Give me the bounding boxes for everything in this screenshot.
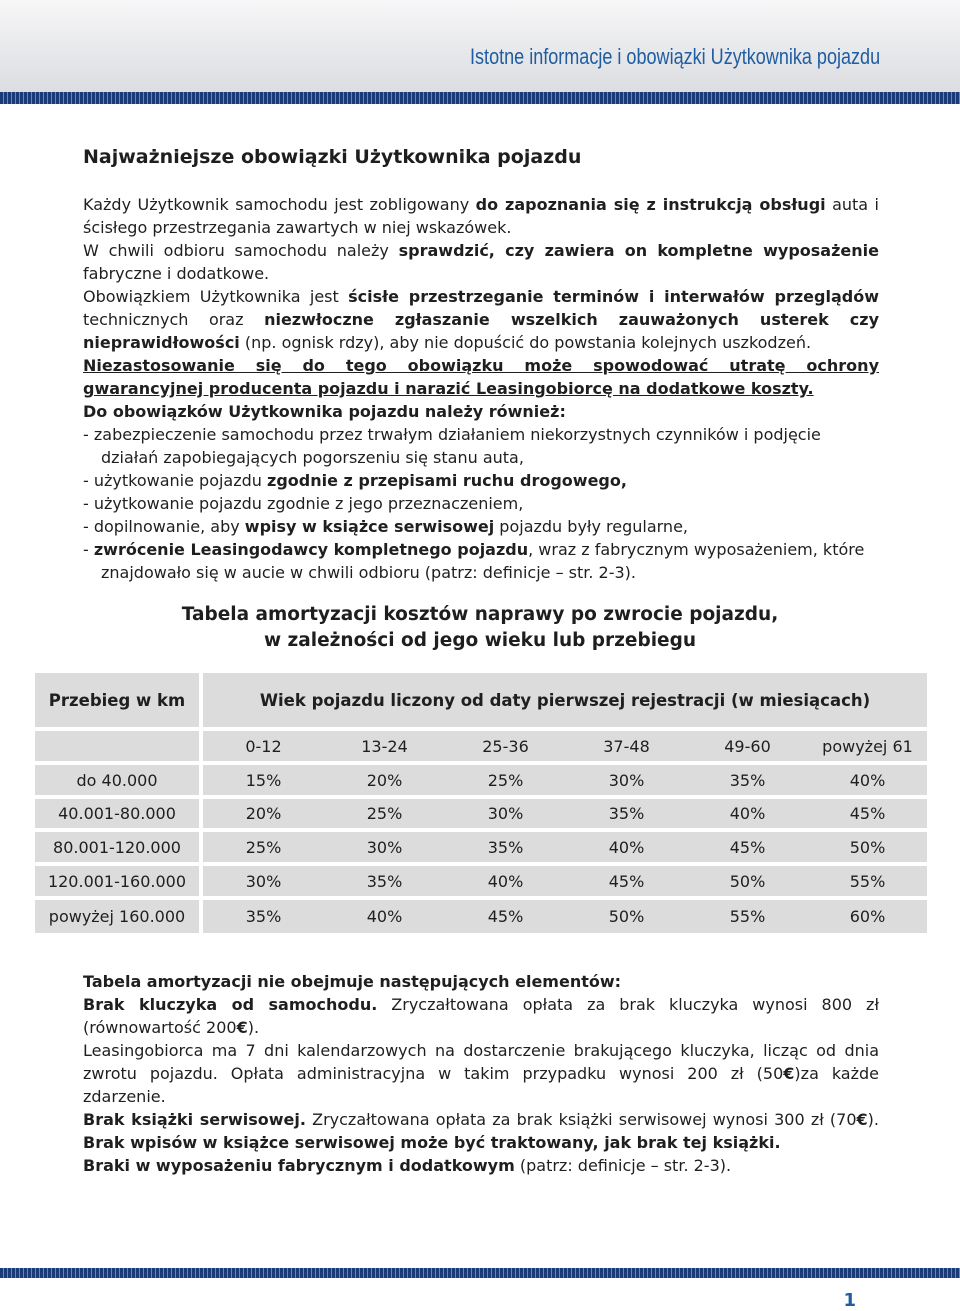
obligations-section [83,142,879,584]
text: ). [867,1110,879,1129]
age-range: 25-36 [445,731,566,761]
table-cell: 30% [445,799,566,828]
table-title-line: w zależności od jego wieku lub przebiegu [263,630,697,651]
text-bold: wpisy w książce serwisowej [244,517,495,536]
text-bold: Brak książki serwisowej. [83,1110,306,1129]
text-bold: Do obowiązków Użytkownika pojazdu należy również: [83,402,566,421]
euro-sign: € [856,1110,868,1129]
note-key-return [83,1039,879,1108]
paragraph-duties-intro [83,400,879,423]
text: (patrz: definicje – str. 2-3). [514,1156,732,1175]
table-cell: 40% [687,799,808,828]
note-equipment [83,1154,879,1177]
table-cell: 25% [445,765,566,795]
text-bold: Brak kluczyka od samochodu. [83,995,378,1014]
age-range: powyżej 61 [808,731,927,761]
text: fabryczne i dodatkowe. [83,264,270,283]
text: technicznych oraz [83,310,265,329]
text: - użytkowanie pojazdu [83,471,268,490]
euro-sign: € [236,1018,248,1037]
text: - [83,540,94,559]
list-item: - użytkowanie pojazdu zgodnie z jego przeznaczeniem, [83,494,524,513]
table-cell: 40% [324,900,445,933]
text: (np. ognisk rdzy), aby nie dopuścić do powstania kolejnych uszkodzeń. [239,333,812,352]
text: - dopilnowanie, aby [83,517,245,536]
list-item [83,469,879,492]
text-bold: do zapoznania się z instrukcją obsługi [475,195,826,214]
km-label: 80.001-120.000 [35,832,199,862]
table-cell: 35% [445,832,566,862]
table-cell: 20% [324,765,445,795]
age-range: 37-48 [566,731,687,761]
table-cell: 45% [445,900,566,933]
km-label: 40.001-80.000 [35,799,199,828]
age-range: 13-24 [324,731,445,761]
km-label: do 40.000 [35,765,199,795]
table-cell: 25% [324,799,445,828]
exclusions-heading [83,970,879,993]
table-cell: 35% [203,900,324,933]
table-cell: 55% [808,866,927,896]
table-cell: 45% [566,866,687,896]
text-bold: zgodnie z przepisami ruchu drogowego, [267,471,627,490]
page-header [0,0,960,92]
text: , wraz z fabrycznym wyposażeniem, które znajdowało się w aucie w chwili odbioru (patrz: definicje – str. 2-3). [101,540,865,582]
text-bold: sprawdzić, czy zawiera on kompletne wyposażenie [398,241,879,260]
table-cell: 60% [808,900,927,933]
table-cell: 50% [566,900,687,933]
euro-sign: € [783,1064,795,1083]
text: W chwili odbioru samochodu należy [83,241,399,260]
text: auta i ścisłego przestrzegania zawartych w niej wskazówek. [83,195,880,237]
page-number: 1 [843,1290,856,1311]
warning-text: Niezastosowanie się do tego obowiązku może spowodować utratę ochrony gwarancyjnej producenta pojazdu i narazić Leasingobiorcę na dodatkowe koszty. [83,356,879,398]
age-range: 49-60 [687,731,808,761]
text: )za każde zdarzenie. [83,1064,880,1106]
note-service-book [83,1108,879,1154]
text: Każdy Użytkownik samochodu jest zobligowany [83,195,476,214]
km-label: powyżej 160.000 [35,900,199,933]
text: Leasingobiorca ma 7 dni kalendarzowych na dostarczenie brakującego kluczyka, licząc od dnia zwrotu pojazdu. Opłata administracyjna w takim przypadku wynosi 200 zł (50 [83,1041,879,1083]
header-km: Przebieg w km [35,673,199,727]
paragraph-warning [83,354,879,400]
paragraph-equipment [83,239,879,285]
paragraph-inspections [83,285,879,354]
table-cell: 35% [687,765,808,795]
table-title-line: Tabela amortyzacji kosztów naprawy po zwrocie pojazdu, [181,604,779,625]
table-cell: 35% [566,799,687,828]
age-range: 0-12 [203,731,324,761]
text-bold: niezwłoczne zgłaszanie wszelkich zauważonych usterek czy nieprawidłowości [83,310,879,352]
section-heading: Najważniejsze obowiązki Użytkownika pojazdu [83,146,582,168]
list-item [83,538,879,584]
table-cell: 40% [445,866,566,896]
text: ). [247,1018,260,1037]
table-cell: 30% [324,832,445,862]
table-cell: 30% [566,765,687,795]
table-cell: 20% [203,799,324,828]
paragraph-instructions [83,193,879,239]
header-stripe [0,92,960,104]
text-bold: ścisłe przestrzeganie terminów i interwałów przeglądów [348,287,879,306]
note-key [83,993,879,1039]
text: Zryczałtowana opłata za brak książki serwisowej wynosi 300 zł (70 [305,1110,857,1129]
text-bold: zwrócenie Leasingodawcy kompletnego pojazdu [93,540,529,559]
table-cell: 40% [566,832,687,862]
table-cell: 55% [687,900,808,933]
table-cell: 30% [203,866,324,896]
text: Obowiązkiem Użytkownika jest [83,287,349,306]
footer-stripe [0,1268,960,1278]
table-cell: 15% [203,765,324,795]
list-item [83,515,879,538]
text-bold: Tabela amortyzacji nie obejmuje następujących elementów: [83,972,622,991]
text-bold: Braki w wyposażeniu fabrycznym i dodatkowym [83,1156,515,1175]
table-cell: 40% [808,765,927,795]
duties-list [83,423,879,584]
table-title [0,602,960,654]
header-title: Istotne informacje i obowiązki Użytkownika pojazdu [469,44,880,69]
table-cell: 45% [687,832,808,862]
km-label: 120.001-160.000 [35,866,199,896]
list-item: - zabezpieczenie samochodu przez trwałym działaniem niekorzystnych czynników i podjęcie działań zapobiegających pogorszeniu się stanu auta, [83,425,821,467]
text: pojazdu były regularne, [494,517,688,536]
text: Zryczałtowana opłata za brak kluczyka wynosi 800 zł (równowartość 200 [83,995,880,1037]
table-cell: 35% [324,866,445,896]
blank-cell [35,731,199,761]
table-cell: 50% [808,832,927,862]
table-cell: 45% [808,799,927,828]
text-bold: Brak wpisów w książce serwisowej może być traktowany, jak brak tej książki. [83,1133,781,1152]
table-cell: 25% [203,832,324,862]
table-cell: 50% [687,866,808,896]
header-age: Wiek pojazdu liczony od daty pierwszej rejestracji (w miesiącach) [203,673,927,727]
exclusions-section [83,970,879,1177]
